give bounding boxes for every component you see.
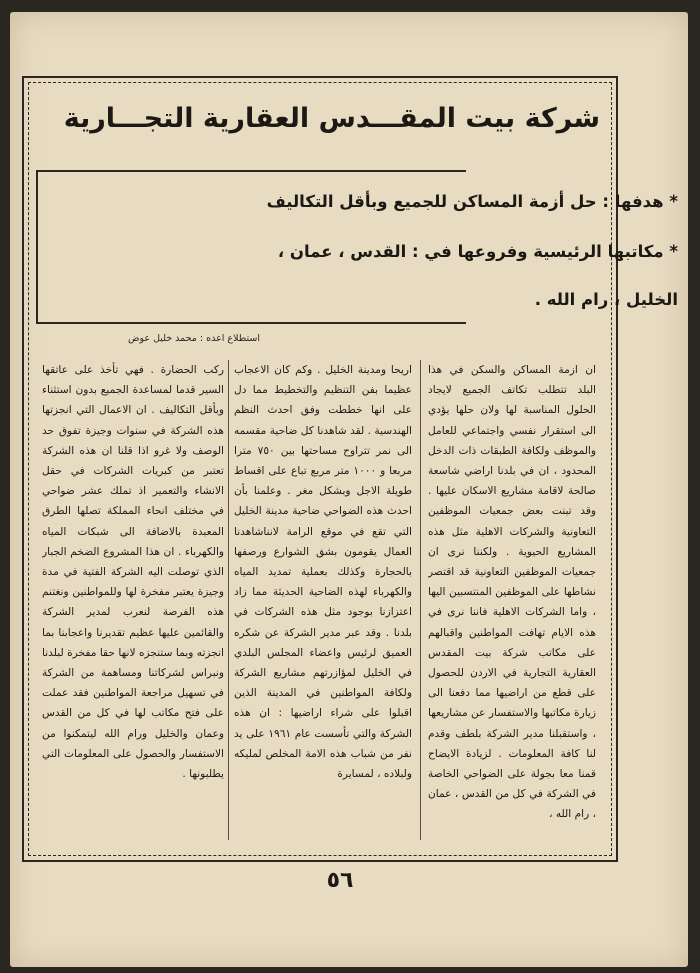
subtitle-line-1: * هدفها : حل أزمة المساكن للجميع وبأقل التكاليف [266, 192, 678, 211]
author-credit: استطلاع اعده : محمد خليل عوض [127, 333, 260, 344]
column-divider [420, 360, 421, 840]
column-divider [228, 360, 229, 840]
article-title: شركة بيت المقـــدس العقارية التجـــارية [63, 103, 600, 134]
article-column-left: ركب الحضارة . فهي تأخذ على عاتقها السير قدما لمساعدة الجميع بدون استثناء وبأقل التكاليف . ان الاعمال التي انجزتها هذه الشركة في سنوات وجيزة تفوق حد الوصف ولا غرو اذا قلنا ان هذه الشركة تعتبر من كبريات الشركات في حقل الانشاء والتعمير اذ تملك عشر ضواحي في مختلف انحاء المملكة تصلها الطرق المعبدة بالاضافة الى شبكات المياه والكهرباء . ان هذا المشروع الضخم الجبار الذي توصلت اليه الشركة الفتية في مدة وجيزة يعتبر مفخرة لها وللمواطنين ونغتنم هذه الفرصة لنعرب لمدير الشركة والقائمين عليها عظيم تقديرنا واعجابنا بما انجزته وبما ستنجزه لانها حقا مفخرة لبلدنا ونبراس لشركاتنا ومساهمة من الشركة في تسهيل مراجعة المواطنين فقد عملت على فتح مكاتب لها في كل من القدس وعمان والخليل ورام الله ليتمكنوا من الاستفسار والحصول على المعلومات التي يطلبونها . [42, 364, 224, 781]
subtitle-line-3: الخليل ، رام الله . [534, 290, 678, 309]
article-column-middle: اريحا ومدينة الخليل . وكم كان الاعجاب عظيما بفن التنظيم والتخطيط مما دل على انها خططت وفق احدث النظم الهندسية . لقد شاهدنا كل ضاحية مقسمه الى نمر تتراوح مساحتها بين ٧٥٠ مترا مربعا و ١٠٠٠ متر مربع تباع على اقساط طويلة الاجل وبشكل مغر . وعلمنا بأن احدث هذه الضواحي ضاحية مدينة الخليل التي تقع في موقع الرامة لانناشاهدنا العمال يقومون بشق الشوارع ورصفها بالحجارة وكذلك بعملية تمديد المياه والكهرباء لهذه الضاحية الحديثة مما زاد اعتزازنا بوجود مثل هذه الشركات في بلدنا . وقد عبر مدير الشركة عن شكره العميق لرئيس واعضاء المجلس البلدي في الخليل لمؤازرتهم مشاريع الشركة ولكافة المواطنين في المدينة الذين اقبلوا على شراء اراضيها : ان هذه الشركة والتي تأسست عام ١٩٦١ على يد نفر من شباب هذه الامة المخلص لمليكه ولبلاده ، لمسايرة [234, 364, 412, 781]
subtitle-line-2: * مكاتبها الرئيسية وفروعها في : القدس ، عمان ، [277, 242, 678, 261]
article-column-right: ان ازمة المساكن والسكن في هذا البلد تتطلب تكاتف الجميع لايجاد الحلول المناسبة لها ولان حلها يؤدي الى استقرار نفسي واجتماعي للعامل والموظف ولكافة الطبقات ذات الدخل المحدود ، ان في بلدنا اراضي شاسعة صالحة لاقامة مشاريع الاسكان عليها . وقد تبنت بعض جمعيات الموظفين التعاونية والشركات الاهلية مثل هذه المشاريع الحيوية . ولكننا نرى ان جمعيات الموظفين التعاونية قد اقتصر نشاطها على الموظفين المنتسبين اليها ، واما الشركات الاهلية فاننا نرى في هذه الايام تهافت المواطنين واقبالهم على مكاتب شركة بيت المقدس العقارية التجارية في الاردن للحصول على قطع من اراضيها مما دفعنا الى زيارة مكاتبها والاستفسار عن مشاريعها ، واستقبلنا مدير الشركة بلطف وقدم لنا كافة المعلومات . لزيادة الايضاح قمنا معا بجولة على الضواحي الخاصة في الشركة في كل من القدس ، عمان ، رام الله ، [428, 364, 596, 821]
page-number: ٥٦ [326, 868, 354, 893]
